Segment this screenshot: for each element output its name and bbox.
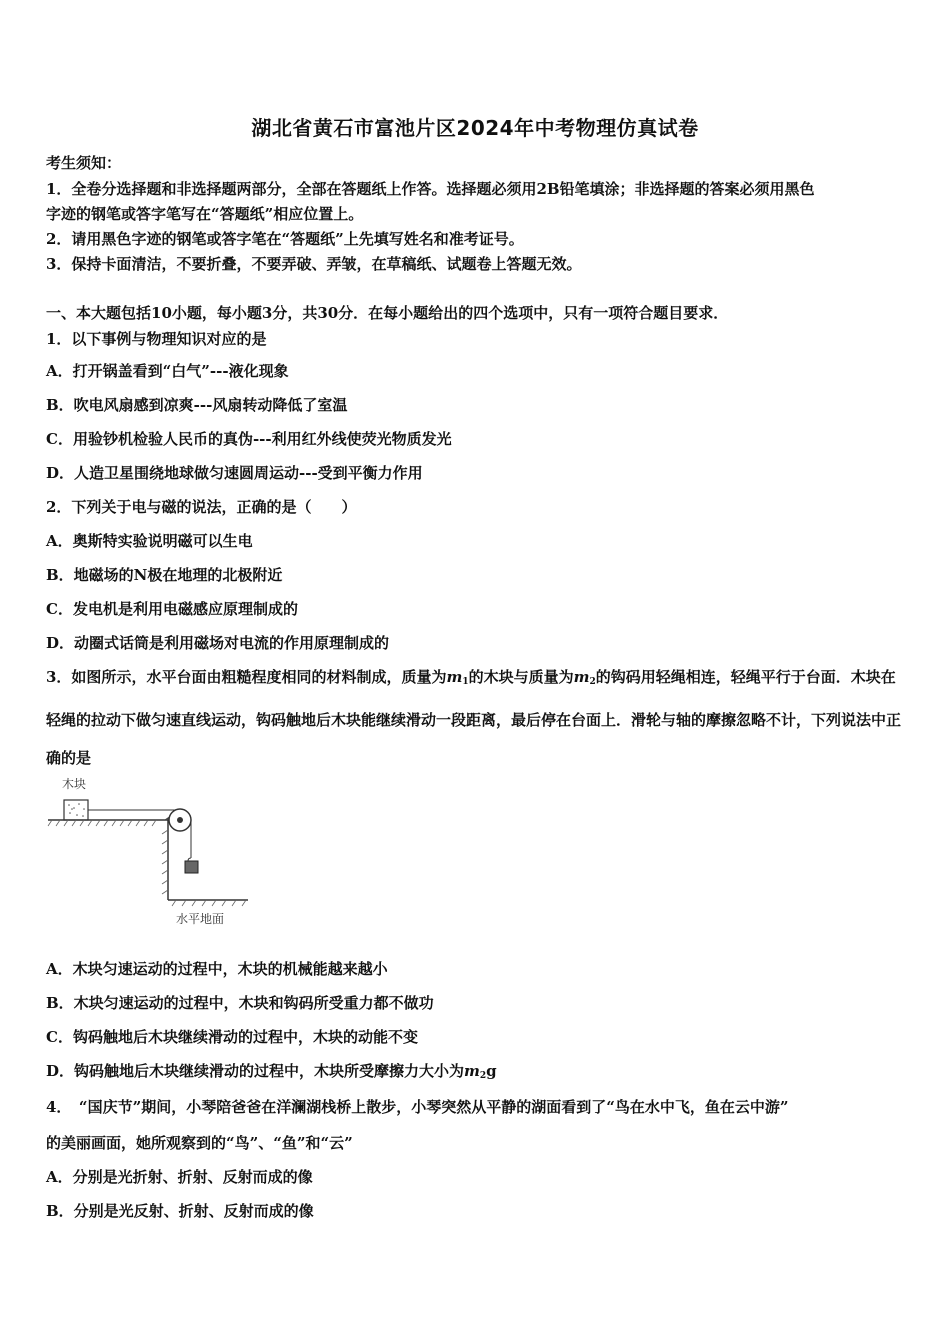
q3-m1-symbol: m bbox=[446, 668, 463, 686]
ground-label: 水平地面 bbox=[176, 912, 225, 926]
page-title: 湖北省黄石市富池片区2024年中考物理仿真试卷 bbox=[251, 116, 699, 140]
q3-stem-part: 的钩码用轻绳相连，轻绳平行于台面．木块在轻绳的拉动下做匀速直线运动，钩码触地后木块能继续滑动一段距离，最后停在台面上．滑轮与轴的摩擦忽略不计，下列说法中正确的是 bbox=[46, 668, 902, 767]
q3-m1-subscript: 1 bbox=[462, 677, 469, 687]
q3-option-a: A．木块匀速运动的过程中，木块的机械能越来越小 bbox=[46, 960, 388, 978]
q2-option-b: B．地磁场的N极在地理的北极附近 bbox=[46, 566, 283, 584]
q3-option-d-symbol: m bbox=[464, 1062, 480, 1080]
section-heading: 一、本大题包括10小题，每小题3分，共30分．在每小题给出的四个选项中，只有一项符合题目要求． bbox=[46, 304, 729, 322]
q4-option-b: B．分别是光反射、折射、反射而成的像 bbox=[46, 1202, 314, 1220]
block-label: 木块 bbox=[62, 777, 87, 791]
q4-stem-line2: 的美丽画面，她所观察到的“鸟”、“鱼”和“云” bbox=[46, 1134, 353, 1152]
q2-option-a: A．奥斯特实验说明磁可以生电 bbox=[46, 532, 253, 550]
q4-option-a: A．分别是光折射、折射、反射而成的像 bbox=[46, 1168, 313, 1186]
wooden-block bbox=[64, 800, 88, 820]
q1-option-c: C．用验钞机检验人民币的真伪---利用红外线使荧光物质发光 bbox=[46, 430, 452, 448]
q1-option-a: A．打开锅盖看到“白气”---液化现象 bbox=[46, 362, 289, 380]
q2-stem: 2．下列关于电与磁的说法，正确的是（ ） bbox=[46, 498, 357, 516]
hook-weight bbox=[185, 861, 198, 873]
table-hatching bbox=[48, 820, 156, 826]
q3-option-d-text: D．钩码触地后木块继续滑动的过程中，木块所受摩擦力大小为 bbox=[46, 1062, 465, 1080]
q3-stem-part: 的木块与质量为 bbox=[468, 668, 574, 686]
q3-pulley-figure bbox=[44, 772, 254, 932]
q3-stem-part: 3．如图所示，水平台面由粗糙程度相同的材料制成，质量为 bbox=[46, 668, 447, 686]
q3-m2-symbol: m bbox=[573, 668, 590, 686]
q2-option-d: D．动圈式话筒是利用磁场对电流的作用原理制成的 bbox=[46, 634, 390, 652]
q4-stem-line1: 4． “国庆节”期间，小琴陪爸爸在洋澜湖栈桥上散步，小琴突然从平静的湖面看到了“鸟在水中飞，鱼在云中游” bbox=[46, 1098, 789, 1116]
notice-item: 3．保持卡面清洁，不要折叠，不要弄破、弄皱，在草稿纸、试题卷上答题无效。 bbox=[46, 255, 582, 273]
ground-hatching bbox=[172, 900, 246, 906]
q1-option-b: B．吹电风扇感到凉爽---风扇转动降低了室温 bbox=[46, 396, 348, 414]
edge-hatching bbox=[162, 830, 168, 894]
q3-option-d-subscript: 2 bbox=[479, 1071, 487, 1081]
notice-item: 字迹的钢笔或答字笔写在“答题纸”相应位置上。 bbox=[46, 205, 364, 223]
notice-item: 1．全卷分选择题和非选择题两部分，全部在答题纸上作答。选择题必须用2B铅笔填涂；非选择题的答案必须用黑色 bbox=[46, 180, 815, 198]
q1-stem: 1．以下事例与物理知识对应的是 bbox=[46, 330, 267, 348]
q3-option-d bbox=[46, 1060, 497, 1081]
q3-stem bbox=[46, 658, 908, 777]
q1-option-d: D．人造卫星围绕地球做匀速圆周运动---受到平衡力作用 bbox=[46, 464, 423, 482]
notice-item: 2．请用黑色字迹的钢笔或答字笔在“答题纸”上先填写姓名和准考证号。 bbox=[46, 230, 524, 248]
q3-option-b: B．木块匀速运动的过程中，木块和钩码所受重力都不做功 bbox=[46, 994, 434, 1012]
q2-option-c: C．发电机是利用电磁感应原理制成的 bbox=[46, 600, 298, 618]
q3-m2-subscript: 2 bbox=[589, 677, 596, 687]
q3-option-c: C．钩码触地后木块继续滑动的过程中，木块的动能不变 bbox=[46, 1028, 418, 1046]
notice-heading: 考生须知： bbox=[46, 154, 122, 172]
q3-option-d-unit: g bbox=[486, 1062, 497, 1080]
pulley-axle bbox=[177, 817, 183, 823]
